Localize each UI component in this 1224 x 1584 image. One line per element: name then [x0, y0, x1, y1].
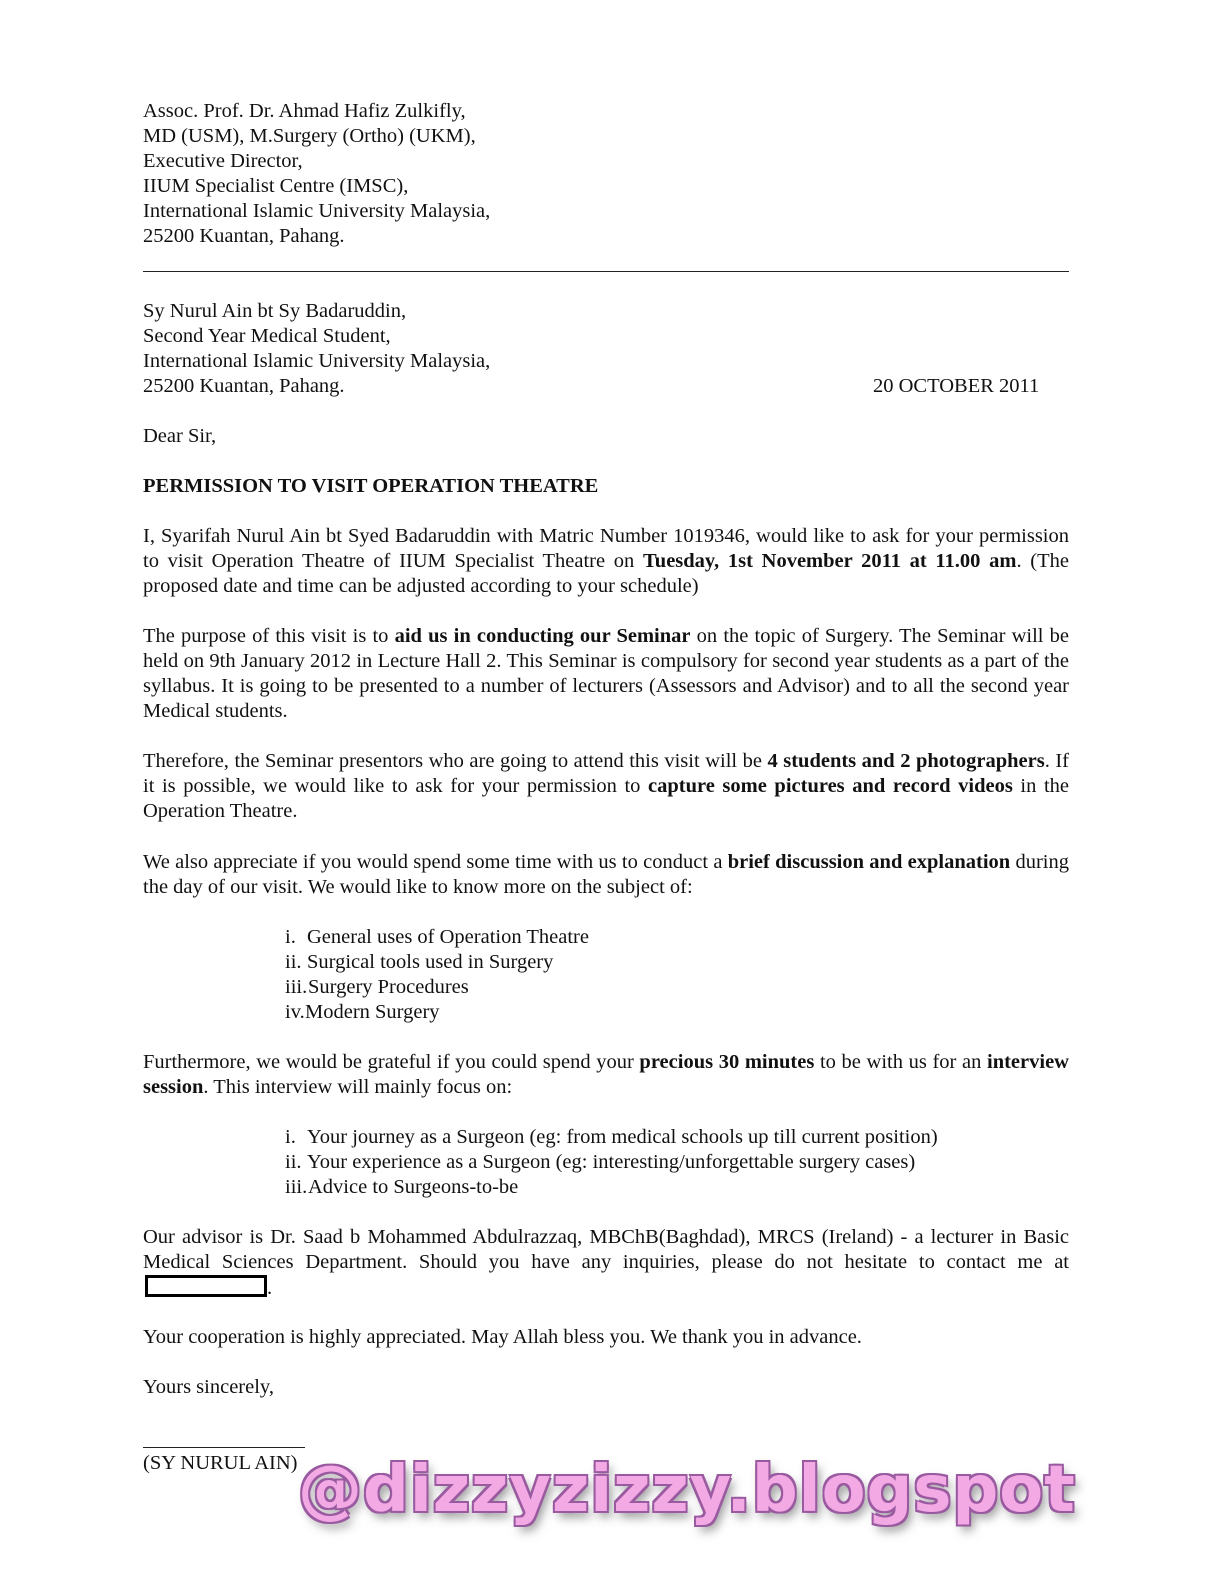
letter-subject: PERMISSION TO VISIT OPERATION THEATRE — [143, 475, 599, 497]
list-text: Your journey as a Surgeon (eg: from medical schools up till current position) — [307, 1126, 938, 1148]
letter-date: 20 OCTOBER 2011 — [873, 375, 1040, 397]
header-divider — [143, 271, 1069, 272]
list-text: Surgical tools used in Surgery — [307, 951, 554, 973]
list-number: iv. — [285, 1001, 305, 1023]
list-item — [285, 1125, 938, 1150]
paragraph-attendees — [143, 749, 1069, 824]
list-number: ii. — [285, 1151, 302, 1173]
list-number: i. — [285, 926, 296, 948]
discussion-emphasis: brief discussion and explanation — [727, 851, 1011, 873]
paragraph-text: Furthermore, we would be grateful if you could spend your — [143, 1051, 640, 1073]
list-text: Advice to Surgeons-to-be — [308, 1176, 519, 1198]
list-item — [285, 1150, 938, 1175]
redacted-contact-box — [145, 1275, 267, 1297]
recipient-line: Sy Nurul Ain bt Sy Badaruddin, — [143, 300, 407, 322]
recipient-line: International Islamic University Malaysia, — [143, 350, 491, 372]
recording-request: capture some pictures and record videos — [648, 775, 1013, 797]
sender-line: 25200 Kuantan, Pahang. — [143, 225, 345, 247]
paragraph-text: on the topic of Surgery. The Seminar will be held on 9th January 2012 in Lecture Hall 2. This Seminar is compulsory for second year students as a part of the syllabus. It is going to be presented to a number of lecturers (Assessors and Advisor) and to all the second year Medical students. — [143, 625, 1069, 722]
closing: Yours sincerely, — [143, 1376, 274, 1398]
signature-line — [143, 1447, 305, 1448]
sender-line: International Islamic University Malaysia, — [143, 200, 491, 222]
sender-line: Executive Director, — [143, 150, 303, 172]
paragraph-text: Our advisor is Dr. Saad b Mohammed Abdulrazzaq, MBChB(Baghdad), MRCS (Ireland) - a lecturer in Basic Medical Sciences Department. Should you have any inquiries, please do not hesitate to contact me at — [143, 1226, 1069, 1273]
sender-line: IIUM Specialist Centre (IMSC), — [143, 175, 409, 197]
sender-address — [143, 99, 1069, 249]
list-item — [285, 975, 589, 1000]
attendee-count: 4 students and 2 photographers — [767, 750, 1045, 772]
paragraph-text: to be with us for an — [814, 1051, 987, 1073]
list-number: iii. — [285, 1176, 308, 1198]
list-item — [285, 950, 589, 975]
paragraph-text: . This interview will mainly focus on: — [203, 1076, 513, 1098]
interview-topics-list — [285, 1125, 938, 1200]
paragraph-text: Therefore, the Seminar presentors who are going to attend this visit will be — [143, 750, 768, 772]
paragraph-text: I, Syarifah Nurul Ain bt Syed Badaruddin with Matric Number 1019346, would like to ask for your permission to visit Operation Theatre of IIUM Specialist Theatre on — [143, 525, 1069, 572]
paragraph-text: during the day of our visit. We would like to know more on the subject of: — [143, 851, 1069, 898]
sender-line: Assoc. Prof. Dr. Ahmad Hafiz Zulkifly, — [143, 100, 466, 122]
list-item — [285, 1175, 938, 1200]
paragraph-purpose — [143, 624, 1069, 724]
interview-duration: precious 30 minutes — [639, 1051, 815, 1073]
paragraph-visit-request — [143, 524, 1069, 599]
list-text: Surgery Procedures — [308, 976, 469, 998]
paragraph-text: . If it is possible, we would like to ask for your permission to — [143, 750, 1069, 797]
salutation: Dear Sir, — [143, 425, 217, 447]
list-number: iii. — [285, 976, 308, 998]
list-number: ii. — [285, 951, 302, 973]
paragraph-discussion — [143, 850, 1069, 900]
discussion-topics-list — [285, 925, 589, 1025]
paragraph-text: We also appreciate if you would spend some time with us to conduct a — [143, 851, 728, 873]
paragraph-interview — [143, 1050, 1069, 1100]
paragraph-thanks: Your cooperation is highly appreciated. May Allah bless you. We thank you in advance. — [143, 1326, 862, 1348]
visit-datetime: Tuesday, 1st November 2011 at 11.00 am — [643, 550, 1017, 572]
list-item — [285, 1000, 589, 1025]
paragraph-text: . — [267, 1277, 273, 1299]
list-text: Your experience as a Surgeon (eg: interesting/unforgettable surgery cases) — [307, 1151, 916, 1173]
paragraph-advisor-contact — [143, 1225, 1069, 1301]
signature-name: (SY NURUL AIN) — [143, 1452, 298, 1474]
interview-emphasis: interview session — [143, 1051, 1069, 1098]
recipient-line: Second Year Medical Student, — [143, 325, 391, 347]
list-item — [285, 925, 589, 950]
purpose-emphasis: aid us in conducting our Seminar — [394, 625, 691, 647]
blog-watermark: @dizzyzizzy.blogspot — [298, 1453, 1076, 1527]
list-number: i. — [285, 1126, 296, 1148]
sender-line: MD (USM), M.Surgery (Ortho) (UKM), — [143, 125, 476, 147]
list-text: General uses of Operation Theatre — [307, 926, 589, 948]
paragraph-text: in the Operation Theatre. — [143, 775, 1069, 822]
paragraph-text: . (The proposed date and time can be adjusted according to your schedule) — [143, 550, 1069, 597]
paragraph-text: The purpose of this visit is to — [143, 625, 395, 647]
list-text: Modern Surgery — [305, 1001, 440, 1023]
recipient-line: 25200 Kuantan, Pahang. — [143, 375, 345, 397]
